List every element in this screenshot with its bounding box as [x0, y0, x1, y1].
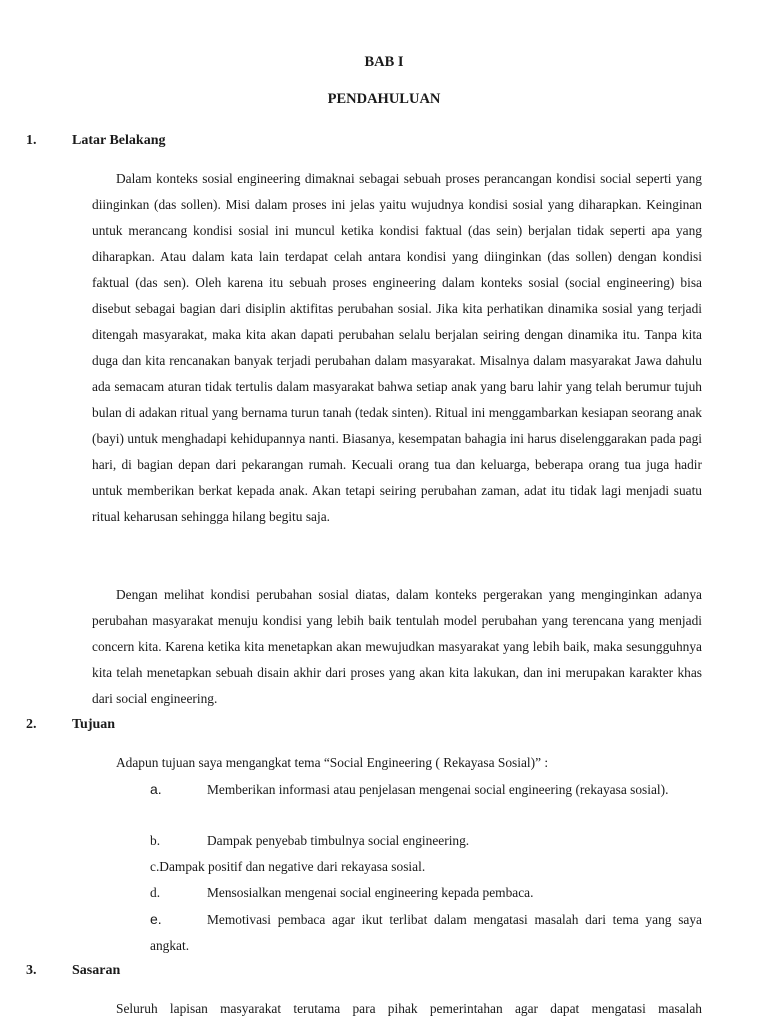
latar-belakang-paragraph-1: Dalam konteks sosial engineering dimaknai sebagai sebuah proses perancangan kondisi social seperti yang diinginkan (das sollen). Misi dalam proses ini jelas yaitu wujudnya kondisi sosial yang diharapkan. Keinginan untuk merancang kondisi sosial ini muncul ketika kondisi faktual (das sein) berjalan tidak seperti apa yang diharapkan. Atau dalam kata lain terdapat celah antara kondisi yang diinginkan (das sollen) dengan kondisi faktual (das sen). Oleh karena itu sebuah proses engineering dalam konteks sosial (social engineering) bisa disebut sebagai bagian dari disiplin aktifitas perubahan sosial. Jika kita perhatikan dinamika sosial yang terjadi ditengah masyarakat, maka kita akan dapati perubahan selalu berjalan seiring dengan dinamika itu. Tanpa kita duga dan kita rencanakan banyak terjadi perubahan dalam masyarakat. Misalnya dalam masyarakat Jawa dahulu ada semacam aturan tidak tertulis dalam masyarakat bahwa setiap anak yang baru lahir yang telah berumur tujuh bulan di adakan ritual yang bernama turun tanah (tedak sinten). Ritual ini menggambarkan kesiapan seorang anak (bayi) untuk menghadapi kehidupannya nanti. Biasanya, kesempatan bahagia ini harus diselenggarakan pada pagi hari, di bagian depan dari pekarangan rumah. Kecuali orang tua dan keluarga, beberapa orang tua juga hadir untuk memberikan berkat kepada anak. Akan tetapi seiring perubahan zaman, adat itu tidak lagi menjadi suatu ritual keharusan sehingga hilang begitu saja. [92, 171, 702, 524]
section-heading-latar-belakang [26, 132, 165, 150]
chapter-title: PENDAHULUAN [327, 91, 441, 107]
section-title: Latar Belakang [72, 133, 166, 148]
section-number: 1. [26, 133, 37, 148]
sasaran-paragraph: Seluruh lapisan masyarakat terutama para pihak pemerintahan agar dapat mengatasi masalah [116, 1001, 702, 1016]
chapter-number: BAB I [364, 54, 404, 70]
list-marker: b. [150, 833, 161, 848]
section-title: Tujuan [72, 717, 116, 732]
list-marker: a. [150, 781, 162, 797]
section-heading-sasaran [26, 962, 120, 980]
tujuan-list-item-c [150, 854, 702, 880]
section-number: 2. [26, 717, 37, 732]
section-number: 3. [26, 963, 37, 978]
tujuan-list-item-e [150, 906, 702, 959]
tujuan-list-item-d [150, 880, 702, 906]
list-item-text: Memotivasi pembaca agar ikut terlibat dalam mengatasi masalah dari tema yang saya angkat. [150, 912, 702, 953]
list-item-text: Dampak penyebab timbulnya social engineering. [207, 833, 470, 848]
list-item-text: Memberikan informasi atau penjelasan mengenai social engineering (rekayasa sosial). [207, 782, 669, 797]
latar-belakang-paragraph-2: Dengan melihat kondisi perubahan sosial diatas, dalam konteks pergerakan yang menginginkan adanya perubahan masyarakat menuju kondisi yang lebih baik tentulah model perubahan yang terencana yang menjadi concern kita. Karena ketika kita menetapkan akan mewujudkan masyarakat yang lebih baik, maka sesungguhnya kita telah menetapkan sebuah disain akhir dari proses yang akan kita lakukan, dan ini merupakan karakter khas dari social engineering. [92, 587, 702, 706]
section-title: Sasaran [72, 963, 121, 978]
list-marker: c. [150, 859, 160, 874]
list-marker: e. [150, 911, 162, 927]
list-item-text: Mensosialkan mengenai social engineering kepada pembaca. [207, 885, 534, 900]
tujuan-intro: Adapun tujuan saya mengangkat tema “Social Engineering ( Rekayasa Sosial)” : [116, 755, 549, 770]
tujuan-list-item-b [150, 828, 702, 854]
section-heading-tujuan [26, 716, 115, 734]
list-marker: d. [150, 885, 161, 900]
tujuan-list-item-a [150, 776, 702, 803]
list-item-text: Dampak positif dan negative dari rekayasa sosial. [159, 859, 426, 874]
